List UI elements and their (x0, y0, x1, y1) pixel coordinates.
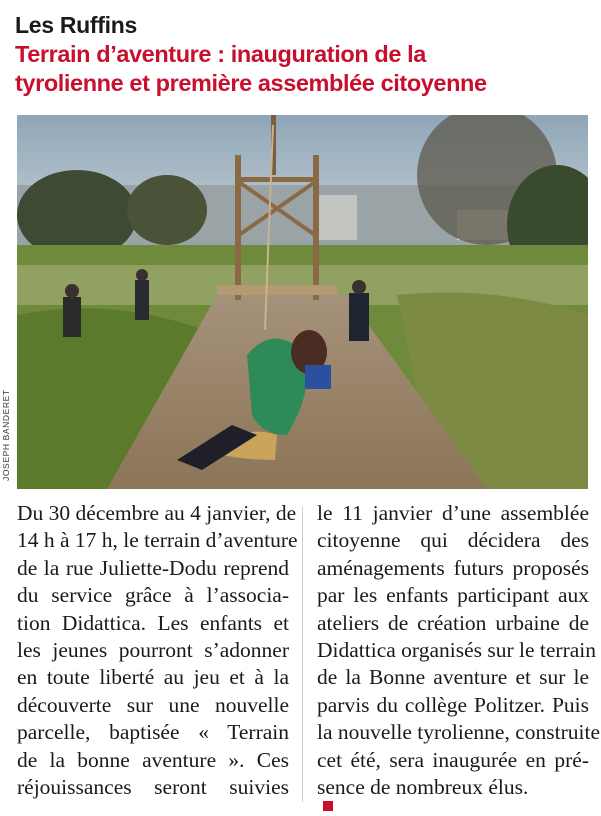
body-line: Didattica organisés sur le terrain (317, 638, 597, 663)
body-line: parcelle, baptisée « Terrain (17, 720, 289, 745)
headline-line: Terrain d’aventure : inauguration de la (15, 41, 426, 67)
end-of-article-marker (323, 801, 333, 811)
body-line: tion Didattica. Les enfants et (17, 610, 289, 635)
article-body-right-column (317, 500, 600, 811)
body-line: en toute liberté au jeu et à la (17, 665, 289, 690)
body-line: Du 30 décembre au 4 janvier, de (17, 501, 297, 525)
body-line: de la Bonne aventure et sur le (317, 665, 589, 690)
body-line: par les enfants participant aux (317, 583, 589, 608)
article-body-left-column (17, 500, 298, 801)
headline-line: tyrolienne et première assemblée citoyenne (15, 70, 487, 96)
body-line: réjouissances seront suivies (17, 775, 289, 800)
body-line: le 11 janvier d’une assemblée (317, 501, 589, 525)
body-line: les jeunes pourront s’adonner (17, 638, 289, 663)
section-kicker: Les Ruffins (15, 12, 137, 38)
body-line: cet été, sera inaugurée en pré- (317, 747, 589, 772)
body-line: sence de nombreux élus. (317, 775, 529, 800)
body-line: 14 h à 17 h, le terrain d’aventure (17, 528, 298, 553)
body-line: la nouvelle tyrolienne, construite (317, 720, 600, 745)
body-line: aménagements futurs proposés (317, 555, 589, 580)
article-headline (15, 40, 595, 98)
body-line: ateliers de création urbaine de (317, 610, 589, 635)
body-line: du service grâce à l’associa- (17, 583, 289, 608)
article-photo (17, 115, 588, 489)
body-line: découverte sur une nouvelle (17, 692, 289, 717)
body-line: de la rue Juliette-Dodu reprend (17, 555, 289, 580)
body-line-final (317, 774, 589, 811)
body-line: parvis du collège Politzer. Puis (317, 692, 589, 717)
photo-credit: JOSEPH BANDERET (1, 389, 11, 481)
body-line: de la bonne aventure ». Ces (17, 747, 289, 772)
body-line: citoyenne qui décidera des (317, 528, 589, 553)
column-divider (302, 506, 303, 802)
